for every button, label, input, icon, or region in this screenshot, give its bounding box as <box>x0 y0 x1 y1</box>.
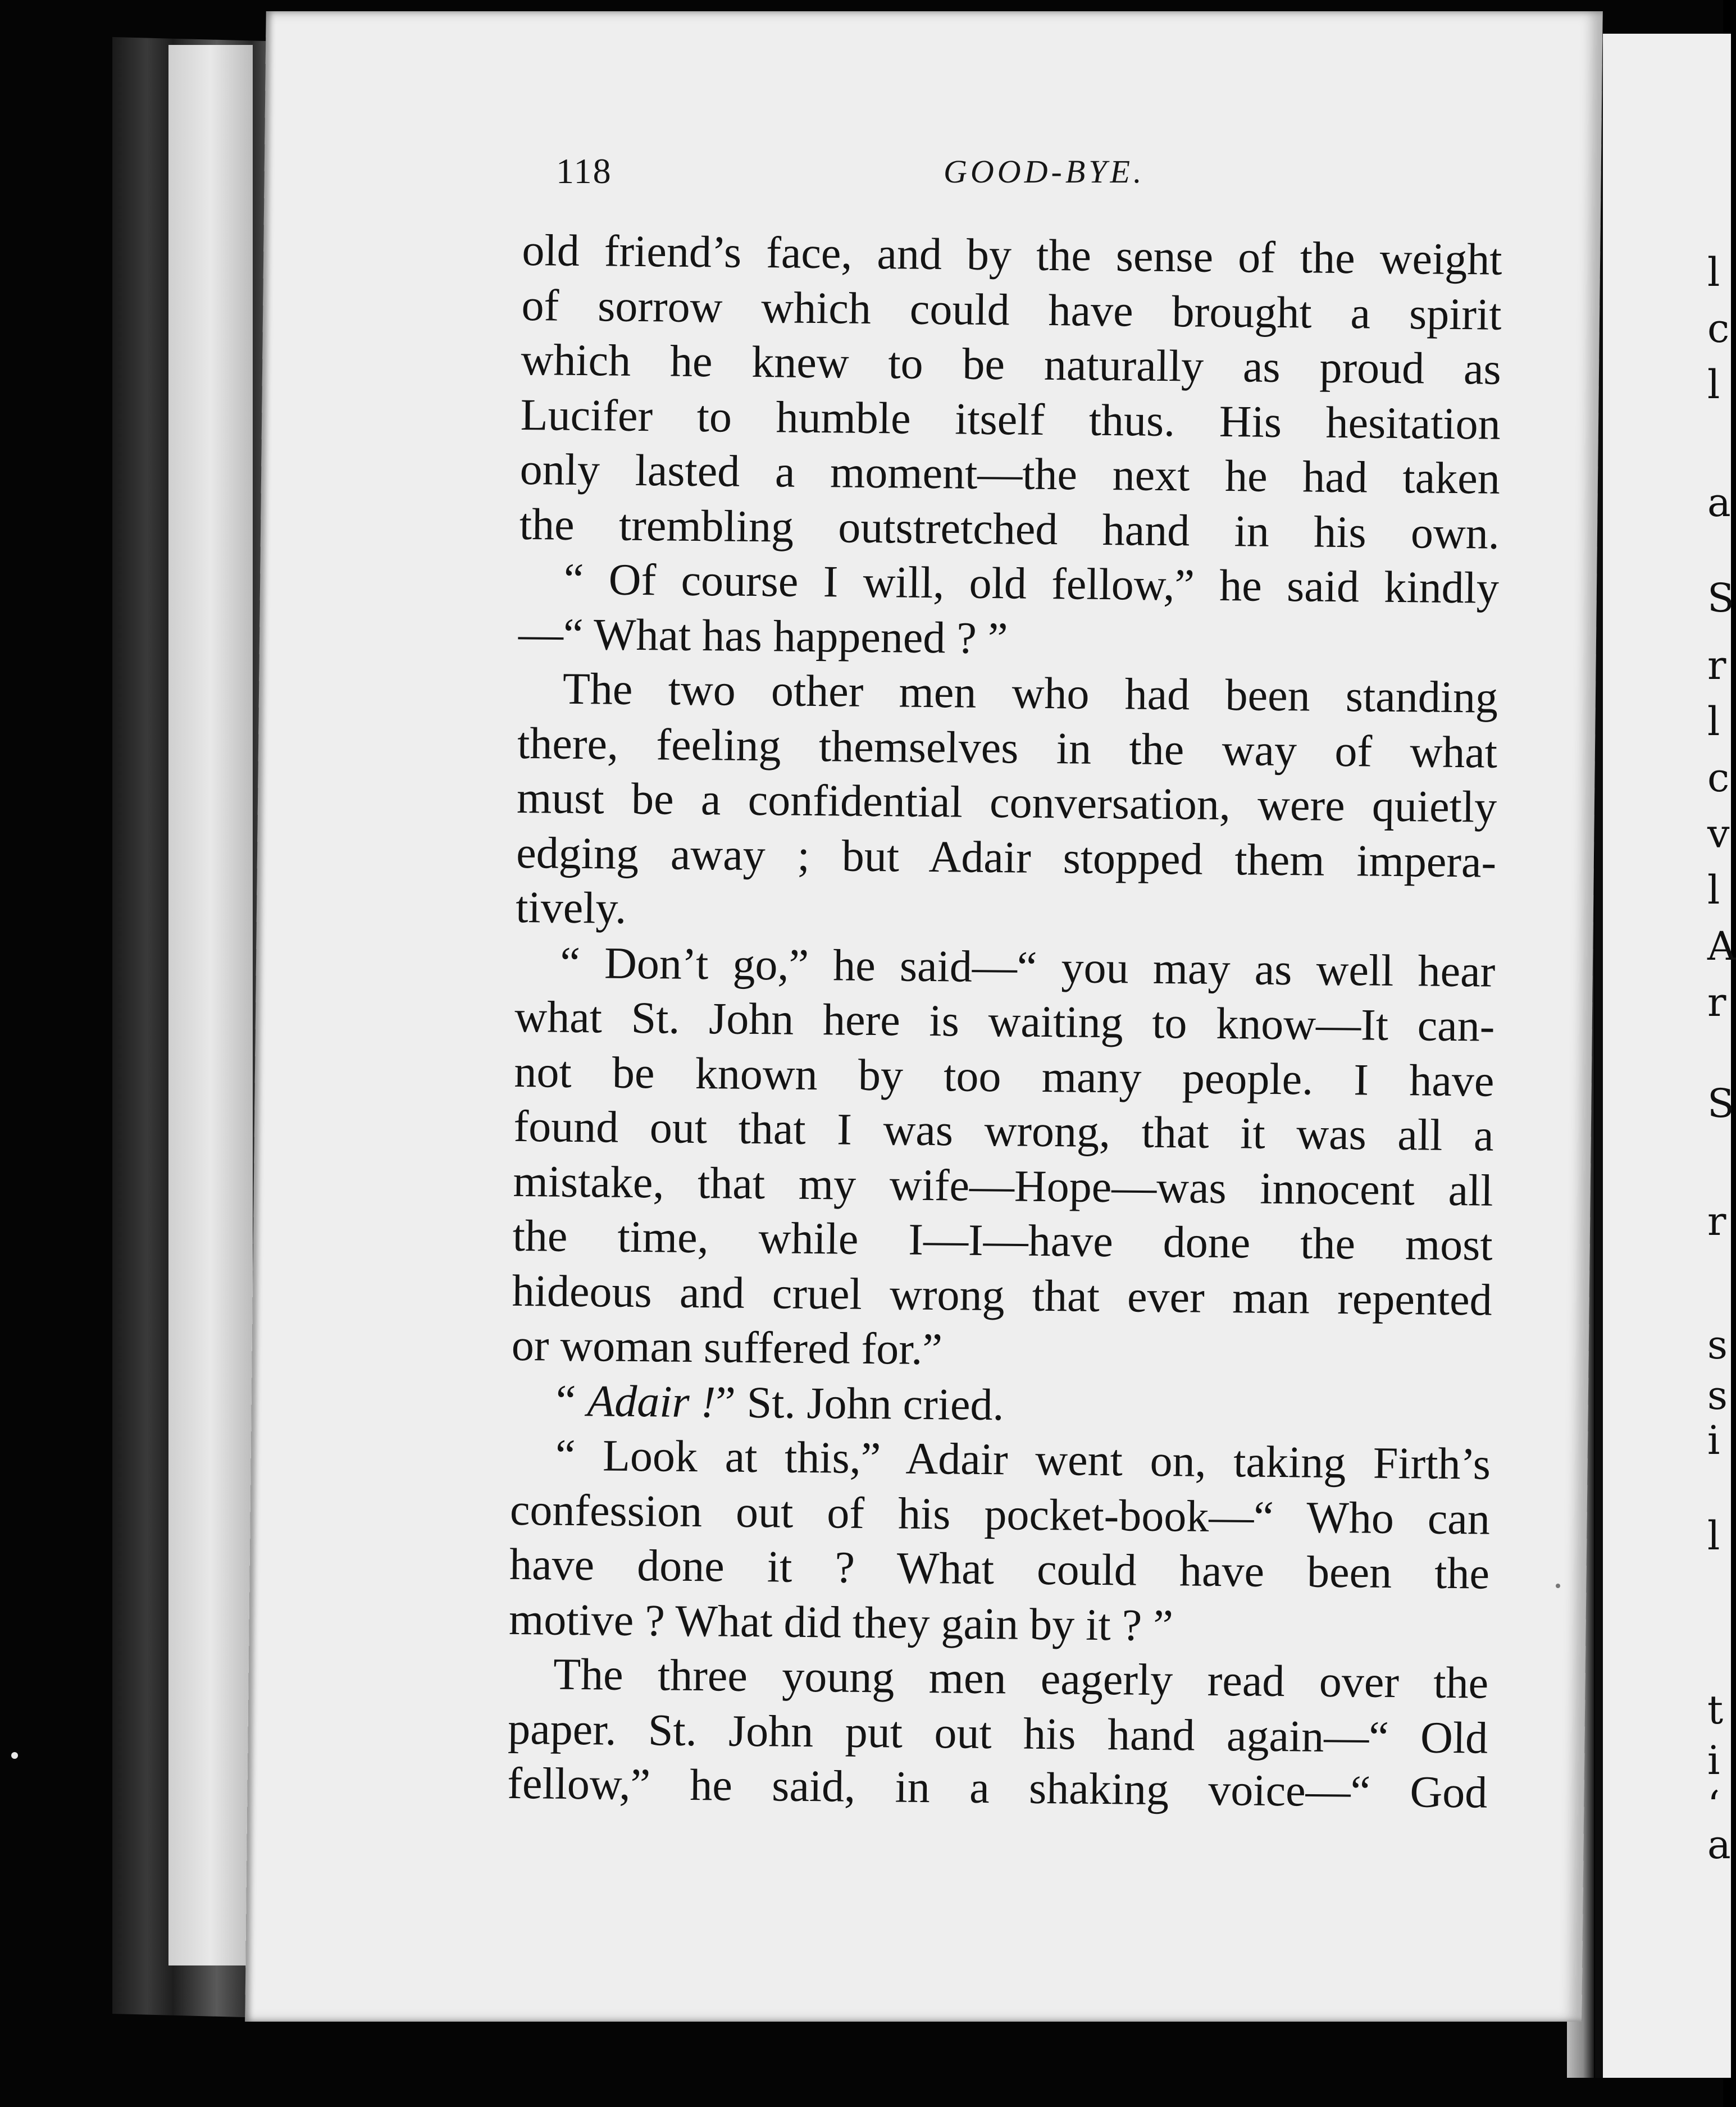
text-line: must be a confidential conversation, were quietly <box>516 773 1497 832</box>
running-head <box>556 147 1539 198</box>
adjacent-fragment: A <box>1707 923 1736 969</box>
text-line: found out that I was wrong, that it was all a <box>513 1101 1494 1161</box>
text-line: confession out of his pocket-book—“ Who can <box>509 1485 1491 1544</box>
adjacent-fragment: S <box>1707 575 1734 621</box>
text-line: edging away ; but Adair stopped them impera- <box>516 828 1497 887</box>
adjacent-fragment: a <box>1707 480 1731 526</box>
text-line: fellow,” he said, in a shaking voice—“ God <box>507 1758 1488 1818</box>
adjacent-fragment: r <box>1707 1198 1726 1244</box>
adjacent-fragment: v <box>1707 811 1730 857</box>
text-line: paper. St. John put out his hand again—“ Old <box>507 1704 1488 1763</box>
text-line-italic <box>511 1373 1491 1437</box>
adjacent-fragment: c <box>1707 305 1730 352</box>
text-line: of sorrow which could have brought a spirit <box>521 280 1502 340</box>
text-line: the trembling outstretched hand in his own. <box>519 499 1500 559</box>
text-line: Lucifer to humble itself thus. His hesitation <box>520 390 1501 449</box>
text-line: only lasted a moment—the next he had taken <box>520 444 1501 504</box>
adjacent-fragment: S <box>1707 1080 1734 1127</box>
page-stack-highlight <box>168 45 253 1965</box>
scan-speck <box>11 1752 18 1759</box>
open-quote: “ <box>555 1376 576 1426</box>
body-text <box>507 224 1502 1821</box>
adjacent-fragment: c <box>1707 755 1730 801</box>
adjacent-fragment: l <box>1707 1513 1720 1559</box>
adjacent-fragment: l <box>1707 867 1720 913</box>
text-line: The three young men eagerly read over the <box>553 1649 1489 1708</box>
text-line: The two other men who had been standing <box>562 664 1498 723</box>
text-line: have done it ? What could have been the <box>509 1539 1490 1599</box>
adjacent-fragment: ‘ <box>1707 1782 1720 1828</box>
text-line: the time, while I—I—have done the most <box>512 1211 1493 1270</box>
text-line: not be known by too many people. I have <box>514 1047 1494 1106</box>
adjacent-fragment: i <box>1707 1417 1720 1463</box>
adjacent-fragment: l <box>1707 699 1720 745</box>
text-line: mistake, that my wife—Hope—was innocent all <box>513 1156 1493 1216</box>
page-number: 118 <box>556 151 612 191</box>
text-line: motive ? What did they gain by it ? ” <box>508 1594 1174 1650</box>
text-line: or woman suffered for.” <box>511 1320 943 1375</box>
text-line: “ Don’t go,” he said—“ you may as well hear <box>559 938 1496 997</box>
text-line: there, feeling themselves in the way of what <box>517 718 1498 778</box>
adjacent-fragment: l <box>1707 249 1720 295</box>
line-tail: ” St. John cried. <box>715 1377 1004 1430</box>
adjacent-fragment: a <box>1707 1822 1731 1868</box>
adjacent-fragment: r <box>1707 642 1726 688</box>
text-line: tively. <box>515 882 627 933</box>
scan-speck <box>1556 1584 1560 1588</box>
adjacent-fragment: t <box>1707 1687 1724 1733</box>
adjacent-fragment: r <box>1707 979 1726 1025</box>
text-line: “ Of course I will, old fellow,” he said kindly <box>563 554 1500 613</box>
text-line: which he knew to be naturally as proud as <box>521 335 1502 394</box>
text-line: old friend’s face, and by the sense of the weight <box>522 225 1502 285</box>
text-line: —“ What has happened ? ” <box>518 609 1008 663</box>
adjacent-fragment: l <box>1707 362 1720 408</box>
text-line: “ Look at this,” Adair went on, taking Firth’s <box>555 1430 1491 1489</box>
text-line: hideous and cruel wrong that ever man repented <box>512 1266 1493 1325</box>
adjacent-fragment: i <box>1707 1737 1720 1784</box>
adjacent-fragment: s <box>1707 1372 1728 1419</box>
italic-name: Adair ! <box>586 1376 716 1427</box>
running-title: GOOD-BYE. <box>944 153 1145 190</box>
text-line: what St. John here is waiting to know—It can- <box>514 992 1495 1051</box>
adjacent-fragment: s <box>1707 1322 1728 1368</box>
